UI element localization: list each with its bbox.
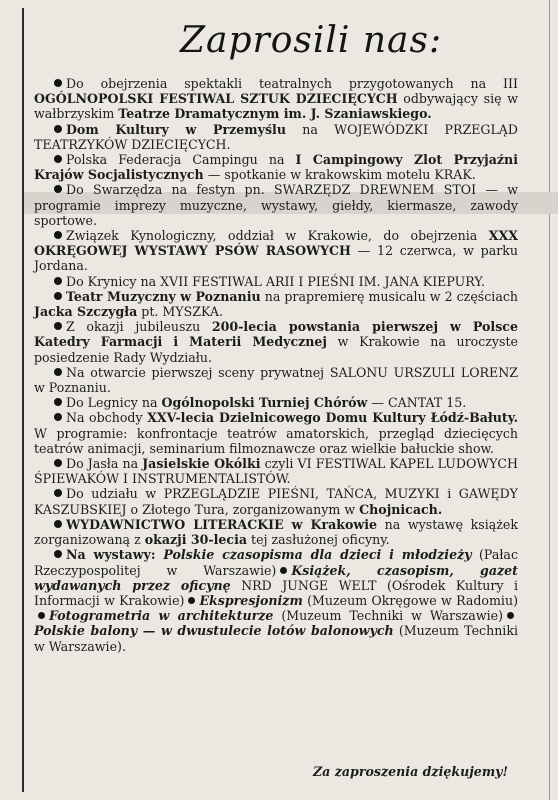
bullet-dot-icon (54, 79, 62, 87)
invitation-item (34, 76, 518, 122)
item-text: Do Swarzędza na festyn pn. SWARZĘDZ DREWNEM STOI — w programie imprezy muzyczne, wystawy, giełdy, kiermasze, zawody sportowe. (34, 182, 518, 228)
item-text: W programie: konfrontacje teatrów amatorskich, przegląd dziecięcych teatrów animacji, seminarium filmoznawcze oraz wielkie bałuckie show. (34, 425, 518, 456)
item-bold-text: I Campingowy Zlot Przyjaźni Krajów Socjalistycznych (34, 152, 518, 183)
invitation-item (34, 319, 518, 365)
right-column-rule (549, 0, 550, 800)
item-bold-text: XXX OKRĘGOWEJ WYSTAWY PSÓW RASOWYCH (34, 228, 518, 259)
item-bold-text: Chojnicach. (359, 501, 443, 517)
item-text: (Muzeum Okręgowe w Radomiu) (302, 592, 518, 608)
invitation-item (34, 547, 518, 653)
item-text: NRD JUNGE WELT (Ośrodek Kultury i Informacji w Krakowie) (34, 577, 518, 608)
item-bold-text: Dom Kultury w Przemyślu (66, 121, 286, 137)
item-bold-text: Teatrze Dramatycznym im. J. Szaniawskiego. (118, 106, 432, 122)
item-text: na WOJEWÓDZKI PRZEGLĄD TEATRZYKÓW DZIECIĘCYCH. (34, 121, 518, 152)
item-bold-text: XXV-lecia Dzielnicowego Domu Kultury Łódź-Bałuty. (147, 410, 518, 426)
bullet-dot-icon (54, 550, 62, 558)
item-bold-text: OGÓLNOPOLSKI FESTIWAL SZTUK DZIECIĘCYCH (34, 91, 398, 107)
invitation-item (34, 486, 518, 516)
item-bold-text: Ogólnopolski Turniej Chórów (161, 395, 368, 411)
invitation-item (34, 410, 518, 456)
bullet-dot-icon (54, 413, 62, 421)
item-text: Do Jasła na (66, 456, 143, 472)
item-text: — CANTAT 15. (367, 395, 467, 411)
item-text: Do Krynicy na XVII FESTIWAL ARII I PIEŚNI IM. JANA KIEPURY. (66, 273, 486, 289)
item-text: tej zasłużonej oficyny. (247, 532, 390, 548)
invitation-item (34, 517, 518, 547)
item-text: Związek Kynologiczny, oddział w Krakowie, do obejrzenia (66, 228, 489, 244)
page-title: Zaprosili nas: (180, 20, 443, 61)
item-text: na prapremierę musicalu w 2 częściach (260, 288, 518, 304)
item-bold-text: okazji 30-lecia (144, 532, 248, 548)
left-column-rule (22, 8, 24, 792)
invitation-item (34, 365, 518, 395)
item-emphasis: Książek, czasopism, gazet wydawanych przez oficynę (34, 562, 518, 593)
item-text: — spotkanie w krakowskim motelu KRAK. (203, 167, 476, 183)
invitation-item (34, 274, 518, 289)
item-bold-text: Jacka Szczygła (34, 304, 138, 320)
bullet-dot-icon (54, 231, 62, 239)
invitation-item (34, 182, 518, 228)
item-emphasis: Ekspresjonizm (199, 592, 303, 608)
item-text: Z okazji jubileuszu (66, 319, 212, 335)
item-text: Polska Federacja Campingu na (66, 152, 296, 168)
bullet-dot-icon (54, 459, 62, 467)
item-bold-text: Teatr Muzyczny w Poznaniu (66, 288, 261, 304)
item-bold-text (49, 608, 273, 623)
bullet-dot-icon (54, 277, 62, 285)
invitation-list (34, 76, 518, 654)
invitation-item (34, 456, 518, 486)
invitation-item (34, 228, 518, 274)
item-emphasis: Polskie balony — w dwustulecie lotów balonowych (34, 623, 394, 639)
item-bold-text (163, 547, 471, 562)
bullet-dot-icon (54, 520, 62, 528)
closing-line: Za zaproszenia dziękujemy! (312, 764, 508, 779)
item-text: w Krakowie na uroczyste posiedzenie Rady Wydziału. (34, 334, 518, 365)
bullet-dot-icon (54, 368, 62, 376)
item-emphasis: Fotogrametria w architekturze (49, 608, 274, 624)
invitation-item (34, 152, 518, 182)
item-text: Do udziału w PRZEGLĄDZIE PIEŚNI, TAŃCA, MUZYKI i GAWĘDY KASZUBSKIEJ o Złotego Tura, zorganizowanym w (34, 486, 518, 517)
item-text: Na obchody (66, 410, 148, 426)
bullet-dot-icon (54, 155, 62, 163)
bullet-dot-icon (54, 489, 62, 497)
item-emphasis: Polskie czasopisma dla dzieci i młodzieży (163, 547, 472, 563)
item-text: na wystawę książek zorganizowaną z (34, 516, 518, 548)
inline-bullet-dot-icon (507, 612, 514, 619)
bullet-dot-icon (54, 322, 62, 330)
item-bold-text: 200-lecia powstania pierwszej w Polsce Katedry Farmacji i Materii Medycznej (34, 319, 518, 350)
item-text: Do obejrzenia spektakli teatralnych przygotowanych na III (66, 76, 518, 91)
item-bold-text (34, 623, 394, 638)
inline-bullet-dot-icon (38, 612, 45, 619)
bullet-dot-icon (54, 398, 62, 406)
inline-bullet-dot-icon (188, 597, 195, 604)
item-text: czyli VI FESTIWAL KAPEL LUDOWYCH ŚPIEWAKÓW I INSTRUMENTALISTÓW. (34, 456, 518, 487)
invitation-item (34, 395, 518, 410)
bullet-dot-icon (54, 292, 62, 300)
item-text: Do Legnicy na (66, 395, 162, 411)
item-text: (Muzeum Techniki w Warszawie). (34, 623, 518, 654)
item-bold-text (199, 593, 302, 608)
inline-bullet-dot-icon (280, 567, 287, 574)
invitation-item (34, 122, 518, 152)
item-bold-text: Jasielskie Okólki (142, 456, 261, 472)
item-text: (Muzeum Techniki w Warszawie) (273, 608, 503, 624)
item-text: Na otwarcie pierwszej sceny prywatnej SALONU URSZULI LORENZ w Poznaniu. (34, 364, 518, 396)
item-text: odbywający się w wałbrzyskim (34, 91, 518, 122)
bullet-dot-icon (54, 125, 62, 133)
item-text: (Pałac Rzeczypospolitej w Warszawie) (34, 547, 518, 578)
bullet-dot-icon (54, 185, 62, 193)
item-bold-text: WYDAWNICTWO LITERACKIE w Krakowie (66, 516, 378, 532)
item-text: pt. MYSZKA. (137, 304, 223, 320)
item-bold-text: Na wystawy: (66, 547, 164, 563)
invitation-item (34, 289, 518, 319)
item-text: — 12 czerwca, w parku Jordana. (34, 243, 518, 274)
